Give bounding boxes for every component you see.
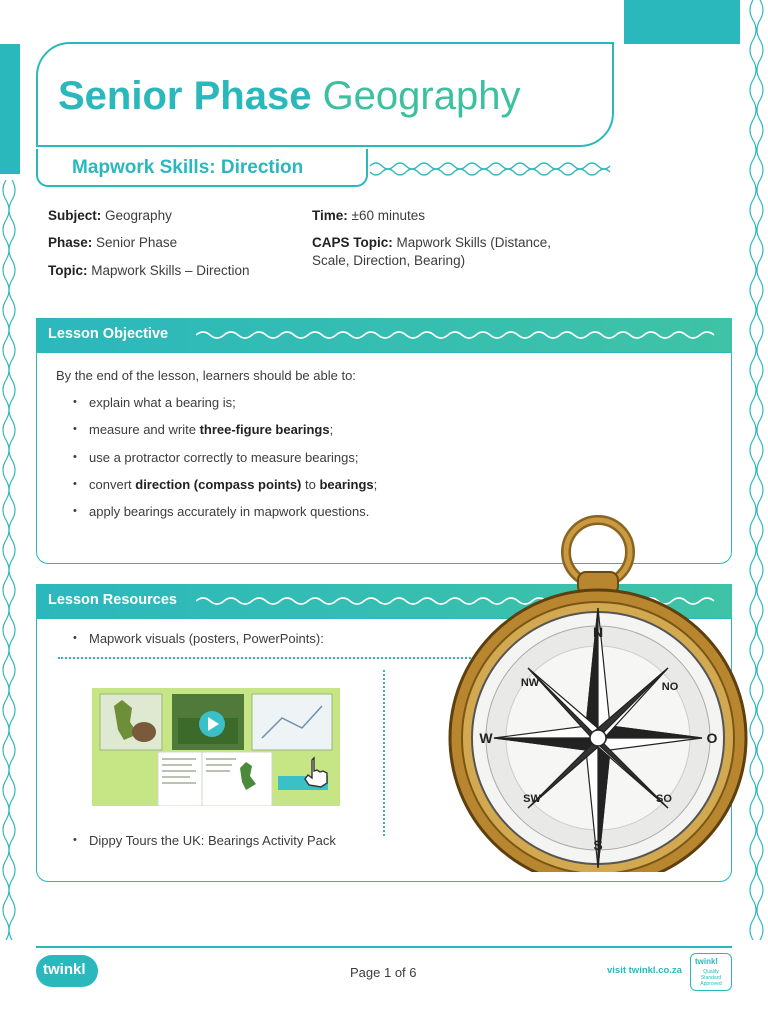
resource-item-1 — [89, 631, 324, 646]
resources-heading: Lesson Resources — [48, 592, 177, 608]
page-subtitle: Mapwork Skills: Direction — [72, 157, 304, 178]
objective-bullet-2-post: ; — [329, 422, 334, 437]
compass-label-o: O — [706, 730, 718, 746]
subject-value: Geography — [105, 208, 172, 223]
objective-bullet-3 — [89, 450, 359, 465]
subtitle-wave-decoration — [370, 160, 614, 183]
compass-label-s: S — [593, 837, 603, 853]
badge-text: Quality Standard Approved — [700, 969, 722, 987]
topic-info — [48, 262, 250, 280]
side-block — [0, 44, 20, 174]
objective-bullet-2 — [89, 422, 333, 437]
compass-label-n: N — [592, 624, 604, 640]
resource-item-2 — [89, 833, 336, 848]
topic-label: Topic: — [48, 263, 88, 278]
compass-label-w: W — [479, 730, 493, 746]
left-wave-border — [0, 180, 20, 940]
topic-value: Mapwork Skills – Direction — [91, 263, 250, 278]
objective-bullet-4-post: ; — [373, 477, 378, 492]
phase-info — [48, 234, 177, 252]
phase-value: Senior Phase — [96, 235, 178, 250]
objective-bullet-1 — [89, 395, 236, 410]
footer-divider — [36, 946, 732, 948]
page-title — [58, 74, 520, 119]
time-label: Time: — [312, 208, 348, 223]
compass-illustration — [448, 512, 750, 877]
objective-bullet-2-bold: three-figure bearings — [199, 422, 330, 437]
phase-label: Phase: — [48, 235, 93, 250]
objective-bullet-4-bold2: bearings — [319, 477, 374, 492]
title-part2: Geography — [322, 74, 521, 118]
quality-badge — [690, 953, 732, 991]
resource-preview-image — [92, 688, 340, 806]
compass-label-so: SO — [656, 793, 672, 805]
subject-info — [48, 207, 172, 225]
objective-intro: By the end of the lesson, learners should be able to: — [56, 368, 356, 383]
dotted-divider-horizontal — [58, 657, 478, 659]
objective-bullet-3-text: use a protractor correctly to measure bearings; — [89, 450, 359, 465]
corner-block — [624, 0, 740, 44]
twinkl-logo[interactable] — [36, 955, 98, 987]
objective-heading: Lesson Objective — [48, 326, 169, 342]
objective-bullet-4-pre: convert — [89, 477, 136, 492]
objective-bullet-4-mid: to — [301, 477, 320, 492]
compass-label-sw: SW — [523, 793, 541, 805]
resource-item-1-text: Mapwork visuals (posters, PowerPoints): — [89, 631, 324, 646]
dotted-divider-vertical — [383, 670, 385, 836]
badge-brand: twinkl — [695, 957, 718, 966]
caps-value-line1: Mapwork Skills (Distance, — [396, 235, 552, 250]
compass-label-nw: NW — [520, 677, 540, 689]
caps-info — [312, 234, 551, 270]
resource-thumbnail[interactable] — [92, 688, 340, 806]
page-number: Page 1 of 6 — [350, 965, 417, 980]
objective-bullet-1-text: explain what a bearing is; — [89, 395, 236, 410]
time-info — [312, 207, 425, 225]
caps-value-line2: Scale, Direction, Bearing) — [312, 253, 466, 268]
objective-header — [36, 318, 732, 352]
objective-bullet-5 — [89, 504, 369, 519]
subject-label: Subject: — [48, 208, 102, 223]
objective-bullet-4 — [89, 477, 377, 492]
resource-item-2-text: Dippy Tours the UK: Bearings Activity Pack — [89, 833, 336, 848]
caps-label: CAPS Topic: — [312, 235, 393, 250]
compass-label-no: NO — [661, 681, 679, 693]
objective-bullet-5-text: apply bearings accurately in mapwork questions. — [89, 504, 370, 519]
title-part1: Senior Phase — [58, 74, 312, 118]
visit-link[interactable]: visit twinkl.co.za — [607, 965, 682, 976]
objective-bullet-2-pre: measure and write — [89, 422, 200, 437]
logo-text: twinkl — [43, 961, 86, 978]
objective-wave-decoration — [196, 326, 726, 344]
time-value: ±60 minutes — [351, 208, 425, 223]
objective-bullet-4-bold1: direction (compass points) — [135, 477, 302, 492]
